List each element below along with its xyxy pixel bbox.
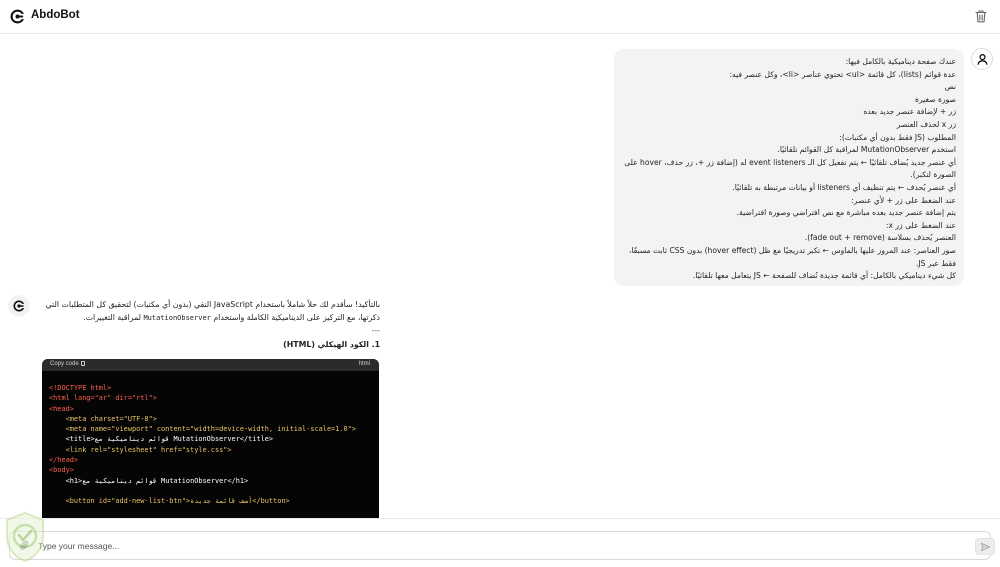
code-line-text: <!DOCTYPE html> <box>49 384 112 392</box>
code-content <box>49 383 373 507</box>
code-line-text: </head> <box>49 456 79 465</box>
code-language-label: html <box>358 361 370 367</box>
app-title: AbdoBot <box>31 9 80 21</box>
code-line-text: <title>قوائم ديناميكية مع MutationObserver</title> <box>49 435 274 444</box>
user-message-line: عدة قوائم (lists)، كل قائمة <ul> تحتوي عناصر <li>، وكل عنصر فيه: <box>729 69 956 79</box>
code-line <box>49 486 373 496</box>
code-line <box>49 393 373 403</box>
user-message-line: عندك صفحة ديناميكية بالكامل فيها: <box>845 57 956 66</box>
code-line <box>49 476 373 486</box>
message-input[interactable] <box>38 538 938 554</box>
copy-code-button[interactable] <box>50 361 85 367</box>
code-line-text: <h1>قوائم ديناميكية مع MutationObserver</h1> <box>49 476 249 485</box>
bot-intro-text-end: لمراقبة التغييرات. <box>83 312 144 322</box>
section-heading: 1. الكود الهيكلي (HTML) <box>283 340 380 350</box>
code-block-header <box>42 359 379 371</box>
user-message-line: عند الضغط على زر x: <box>885 220 956 230</box>
user-message-line: كل شيء ديناميكي بالكامل: أي قائمة جديدة تُضاف للصفحة ← JS يتعامل معها تلقائيًا. <box>692 271 956 281</box>
watermark-shield-icon <box>3 511 47 563</box>
send-button[interactable] <box>975 538 995 555</box>
user-message-line: أي عنصر جديد يُضاف تلقائيًا ← يتم تفعيل كل الـ event listeners له (إضافة زر +، زر حذف، hover على الصورة لتكبر). <box>624 157 956 180</box>
user-message-line: يتم إضافة عنصر جديد بعده مباشرة مع نص افتراضي وصورة افتراضية. <box>736 208 956 218</box>
send-icon <box>980 542 991 552</box>
user-message-line: صورة صغيرة <box>914 94 956 104</box>
abdobot-logo-icon <box>13 300 25 312</box>
code-line <box>49 404 373 414</box>
user-message-line: أي عنصر يُحذف ← يتم تنظيف أي listeners أو بيانات مرتبطة به تلقائيًا. <box>732 182 956 192</box>
bot-message-intro <box>42 299 380 325</box>
user-icon <box>976 53 989 66</box>
code-line <box>49 383 373 393</box>
trash-icon[interactable] <box>974 9 988 24</box>
user-message-line: عند الضغط على زر + لأي عنصر: <box>851 195 956 205</box>
inline-code: MutationObserver <box>143 313 211 322</box>
code-line <box>49 434 373 444</box>
code-line-text: <button id="add-new-list-btn">أضف قائمة جديدة</button> <box>49 497 290 506</box>
code-line <box>49 465 373 475</box>
code-line-text: <meta charset="UTF-8"> <box>49 414 157 423</box>
code-line-text: <head> <box>49 404 74 413</box>
bot-avatar <box>8 295 30 317</box>
code-line-text: <link rel="stylesheet" href="style.css"> <box>49 445 232 454</box>
app-header <box>0 0 1000 34</box>
abdobot-logo-icon <box>10 9 25 24</box>
code-block <box>42 359 379 521</box>
user-message-bubble <box>614 49 964 286</box>
code-line-text: <body> <box>49 466 74 475</box>
user-message-line: العنصر يُحذف بسلاسة (fade out + remove). <box>804 233 956 243</box>
code-line-text: <html lang="ar" dir="rtl"> <box>49 394 157 403</box>
user-message-line: صور العناصر: عند المرور عليها بالماوس ← تكبر تدريجيًا مع ظل (hover effect) بدون CSS ثابت مسبقًا، فقط عبر JS. <box>628 245 956 268</box>
user-message-line: نص <box>944 82 956 92</box>
code-line <box>49 424 373 434</box>
code-line <box>49 496 373 506</box>
user-message-line: استخدم MutationObserver لمراقبة كل القوائم تلقائيًا. <box>777 145 956 155</box>
user-message-line: المطلوب (JS فقط بدون أي مكتبات): <box>839 132 956 142</box>
code-line <box>49 455 373 465</box>
code-line <box>49 414 373 424</box>
message-composer <box>9 531 991 560</box>
code-line <box>49 445 373 455</box>
composer-area <box>0 518 1000 567</box>
user-avatar <box>971 48 993 70</box>
separator: --- <box>371 325 380 335</box>
user-message-line: زر + لإضافة عنصر جديد بعده <box>863 107 956 117</box>
bot-intro-text: بالتأكيد! سأقدم لك حلاً شاملاً باستخدام JavaScript النقي (بدون أي مكتبات) لتحقيق كل المتطلبات التي ذكرتها، مع التركيز على الديناميكية الكاملة واستخدام <box>45 300 380 322</box>
copy-code-label: Copy code <box>50 361 79 367</box>
copy-icon <box>81 361 85 366</box>
user-message-line: زر x لحذف العنصر <box>896 119 956 129</box>
code-line-text: <meta name="viewport" content="width=device-width, initial-scale=1.0"> <box>49 425 356 434</box>
bot-message <box>42 299 380 352</box>
